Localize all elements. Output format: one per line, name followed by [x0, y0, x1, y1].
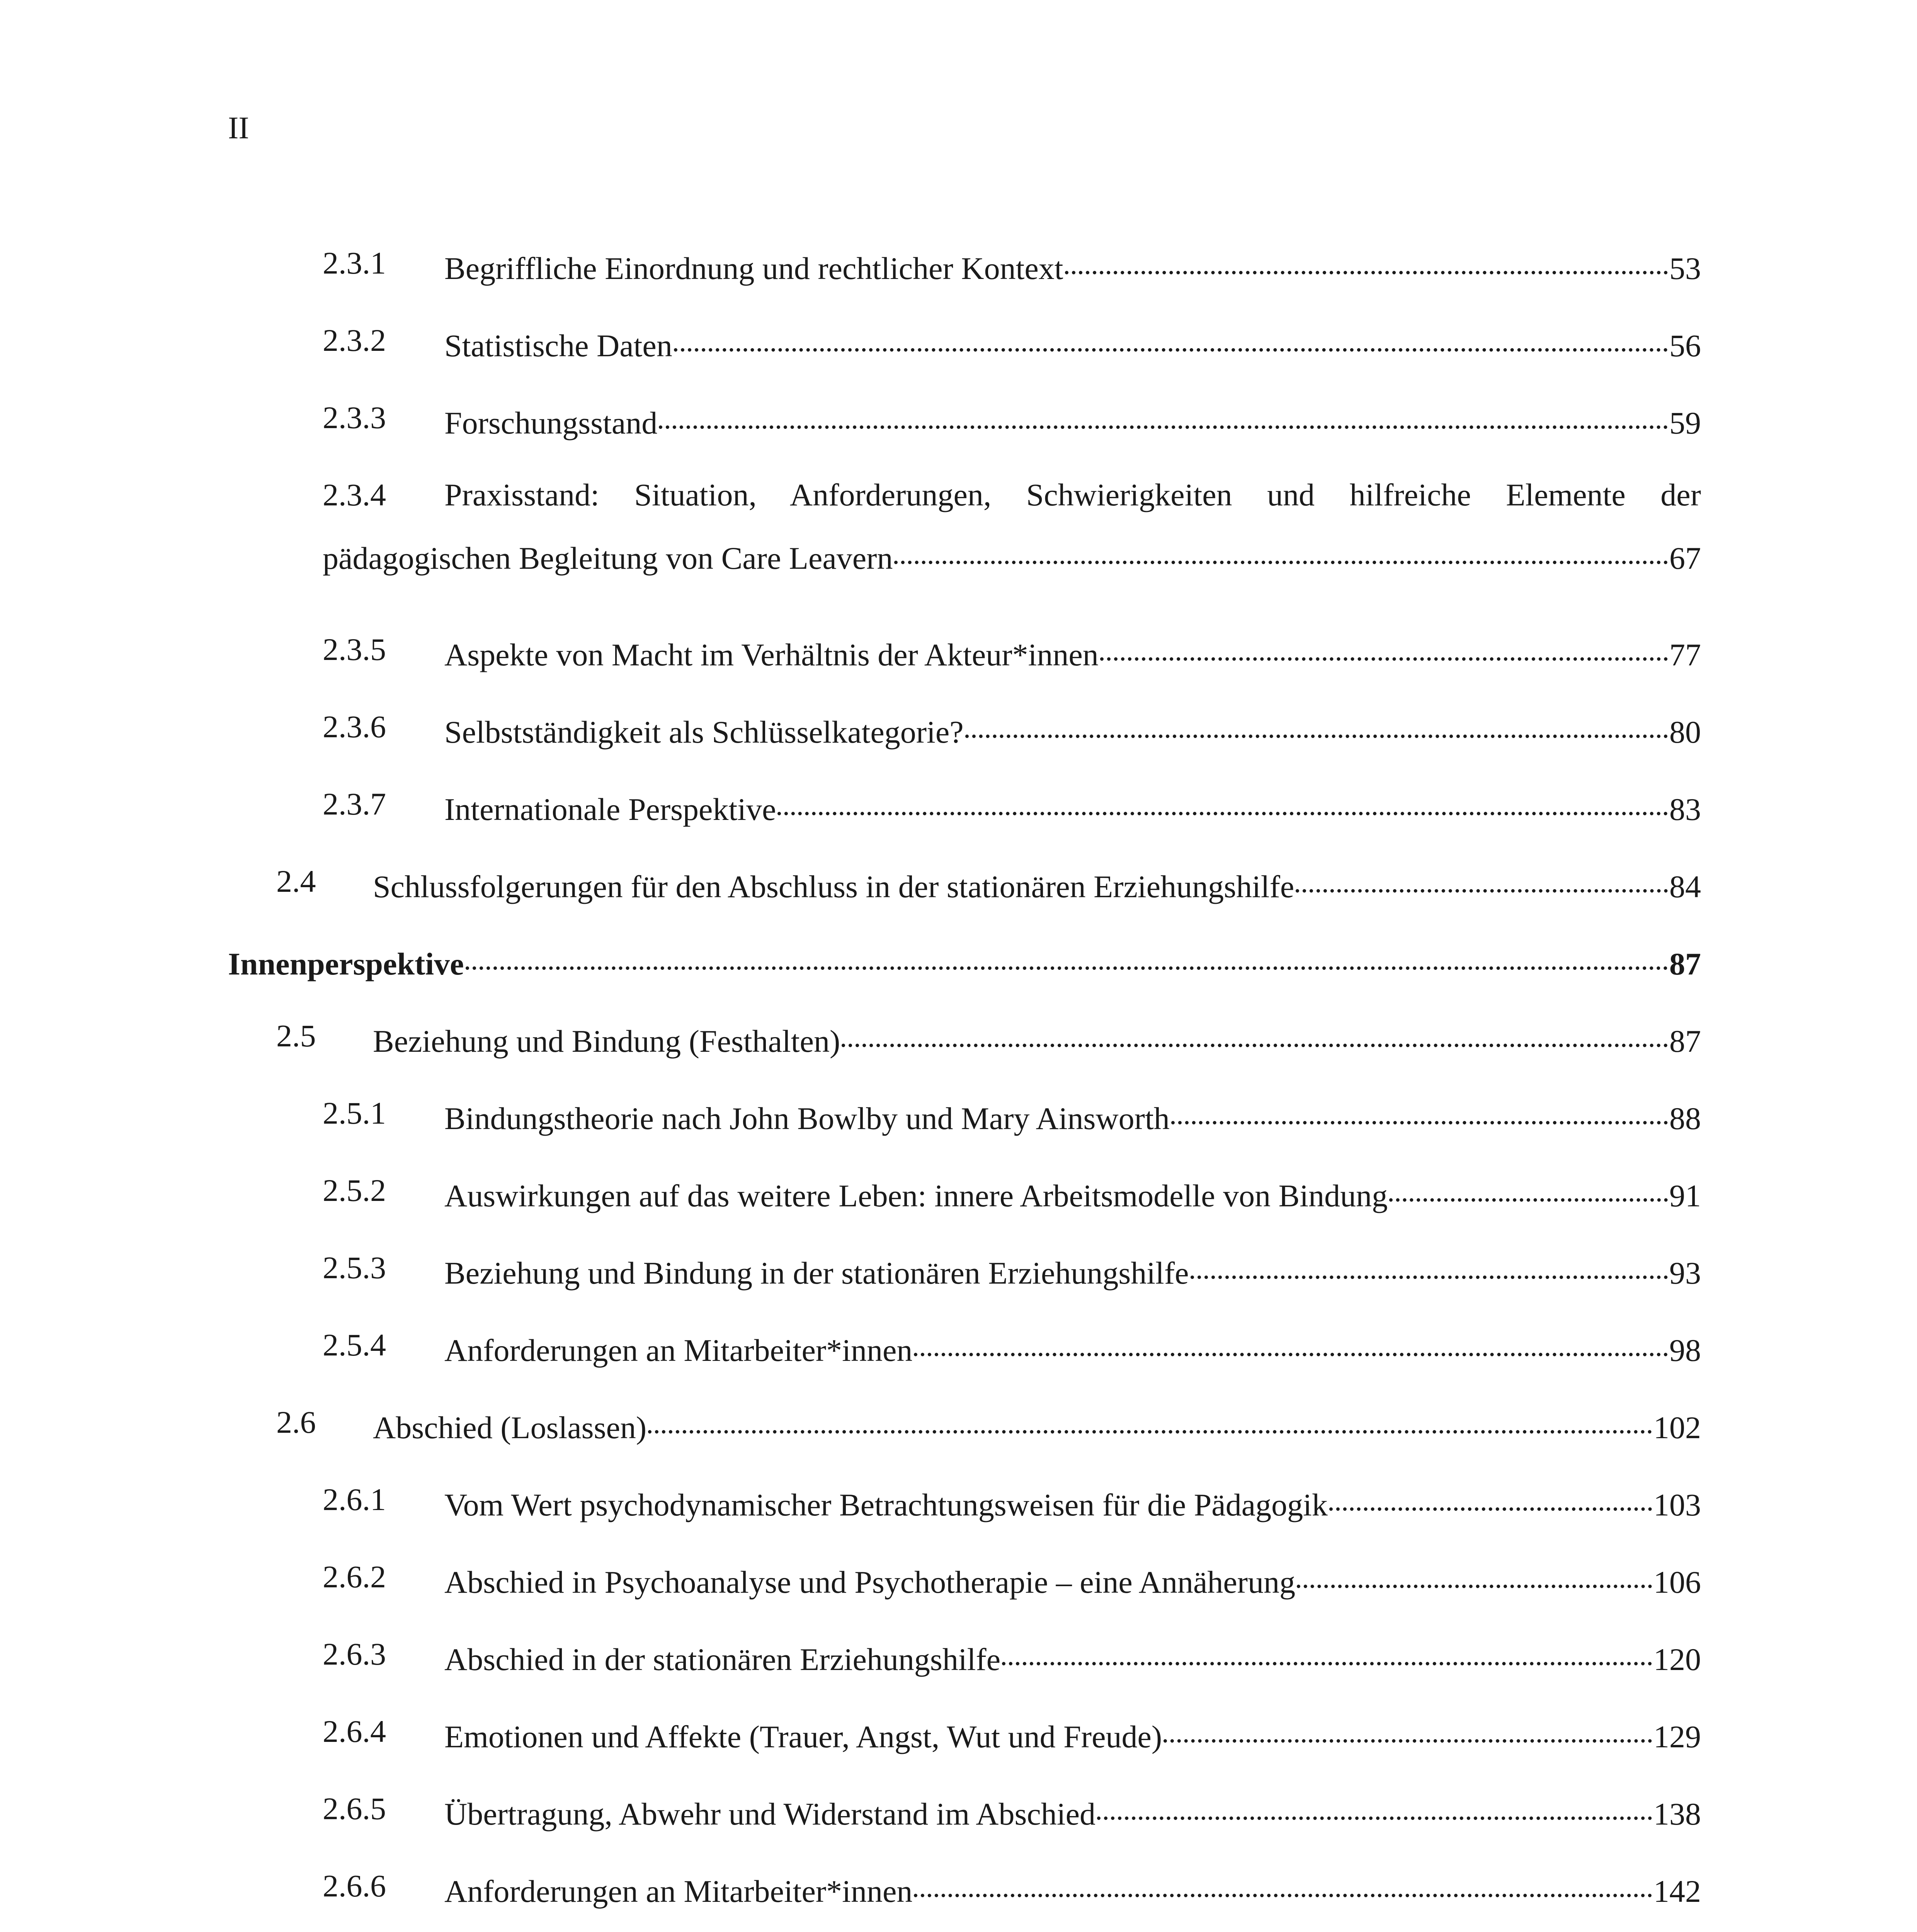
dot-leader [1002, 1638, 1652, 1670]
toc-entry-page: 129 [1653, 1719, 1701, 1754]
toc-entry-2-5-1[interactable] [228, 1097, 1701, 1136]
toc-entry-number: 2.6.6 [323, 1868, 386, 1903]
toc-entry-2-6-6[interactable] [228, 1870, 1701, 1909]
dot-leader [1065, 247, 1668, 279]
toc-entry-2-5-4[interactable] [228, 1329, 1701, 1368]
dot-leader [466, 943, 1668, 975]
dot-leader [1191, 1252, 1668, 1284]
toc-entry-2-6-1[interactable] [228, 1484, 1701, 1522]
toc-entry-title-line1: Praxisstand: Situation, Anforderungen, Schwierigkeiten und hilfreiche Elemente der [444, 477, 1701, 512]
dot-leader [1100, 634, 1668, 665]
toc-entry-page: 142 [1653, 1874, 1701, 1909]
toc-entry-title: Innenperspektive [228, 946, 464, 981]
dot-leader [777, 788, 1668, 820]
toc-entry-number: 2.3.2 [323, 323, 386, 358]
toc-entry-page: 98 [1669, 1333, 1701, 1368]
dot-leader [659, 402, 1668, 434]
toc-entry-2-3-3[interactable] [228, 402, 1701, 440]
toc-entry-title: Vom Wert psychodynamischer Betrachtungsweisen für die Pädagogik [444, 1487, 1328, 1522]
toc-entry-page: 138 [1653, 1796, 1701, 1832]
dot-leader [1296, 866, 1668, 897]
dot-leader [894, 537, 1668, 569]
toc-entry-number: 2.5.2 [323, 1173, 386, 1208]
toc-entry-2-6-2[interactable] [228, 1561, 1701, 1600]
toc-entry-innenperspektive[interactable] [228, 943, 1701, 981]
toc-entry-2-3-4[interactable] [228, 479, 1701, 595]
toc-entry-page: 103 [1653, 1487, 1701, 1522]
toc-entry-number: 2.3.5 [323, 632, 386, 667]
dot-leader [648, 1406, 1652, 1438]
toc-entry-title: Beziehung und Bindung in der stationären Erziehungshilfe [444, 1255, 1189, 1291]
toc-entry-page: 93 [1669, 1255, 1701, 1291]
toc-entry-number: 2.3.3 [323, 400, 386, 435]
toc-entry-title: Abschied in Psychoanalyse und Psychotherapie – eine Annäherung [444, 1565, 1296, 1600]
toc-entry-2-3-6[interactable] [228, 711, 1701, 750]
toc-entry-number: 2.6.2 [323, 1559, 386, 1594]
toc-entry-title: Bindungstheorie nach John Bowlby und Mary Ainsworth [444, 1101, 1170, 1136]
toc-entry-number: 2.6.3 [323, 1636, 386, 1672]
toc-entry-title: Emotionen und Affekte (Trauer, Angst, Wut und Freude) [444, 1719, 1162, 1754]
toc-entry-number: 2.5.4 [323, 1327, 386, 1362]
toc-entry-number: 2.6.4 [323, 1714, 386, 1749]
dot-leader [1389, 1175, 1668, 1206]
dot-leader [914, 1870, 1652, 1902]
toc-entry-number: 2.6 [276, 1405, 316, 1440]
dot-leader [674, 325, 1668, 356]
toc-entry-title: Abschied (Loslassen) [373, 1410, 647, 1445]
toc-entry-page: 53 [1669, 251, 1701, 286]
table-of-contents [228, 247, 1701, 1932]
toc-entry-title: Anforderungen an Mitarbeiter*innen [444, 1874, 913, 1909]
toc-entry-title: Anforderungen an Mitarbeiter*innen [444, 1333, 913, 1368]
toc-entry-title: Begriffliche Einordnung und rechtlicher Kontext [444, 251, 1063, 286]
toc-entry-page: 84 [1669, 869, 1701, 904]
toc-entry-page: 83 [1669, 792, 1701, 827]
dot-leader [1297, 1561, 1652, 1593]
toc-entry-2-3-7[interactable] [228, 788, 1701, 827]
toc-entry-title: Aspekte von Macht im Verhältnis der Akteur*innen [444, 637, 1099, 672]
toc-entry-number: 2.3.6 [323, 709, 386, 744]
toc-entry-page: 77 [1669, 637, 1701, 672]
toc-entry-title: pädagogischen Begleitung von Care Leavern [323, 541, 893, 576]
toc-entry-2-3-5[interactable] [228, 634, 1701, 672]
dot-leader [1171, 1097, 1668, 1129]
toc-entry-page: 59 [1669, 405, 1701, 440]
toc-entry-number: 2.5.1 [323, 1095, 386, 1131]
page-number: II [228, 110, 249, 145]
dot-leader [1097, 1793, 1652, 1825]
toc-entry-page: 91 [1669, 1178, 1701, 1213]
toc-entry-title: Übertragung, Abwehr und Widerstand im Abschied [444, 1796, 1095, 1832]
toc-entry-page: 67 [1669, 541, 1701, 576]
dot-leader [965, 711, 1668, 743]
toc-entry-2-6-3[interactable] [228, 1638, 1701, 1677]
toc-entry-page: 120 [1653, 1642, 1701, 1677]
toc-entry-title: Abschied in der stationären Erziehungshilfe [444, 1642, 1001, 1677]
toc-entry-2-6-5[interactable] [228, 1793, 1701, 1832]
toc-entry-number: 2.5.3 [323, 1250, 386, 1285]
toc-entry-2-5[interactable] [228, 1020, 1701, 1059]
toc-entry-2-6-4[interactable] [228, 1716, 1701, 1754]
toc-entry-page: 102 [1653, 1410, 1701, 1445]
toc-entry-title: Schlussfolgerungen für den Abschluss in der stationären Erziehungshilfe [373, 869, 1294, 904]
toc-entry-title: Statistische Daten [444, 328, 672, 363]
toc-entry-page: 88 [1669, 1101, 1701, 1136]
toc-entry-title: Auswirkungen auf das weitere Leben: innere Arbeitsmodelle von Bindung [444, 1178, 1388, 1213]
toc-entry-2-5-3[interactable] [228, 1252, 1701, 1291]
toc-entry-page: 87 [1669, 1024, 1701, 1059]
toc-entry-number: 2.3.4 [323, 477, 386, 512]
toc-entry-title: Internationale Perspektive [444, 792, 776, 827]
dot-leader [914, 1329, 1668, 1361]
toc-entry-2-6[interactable] [228, 1406, 1701, 1445]
toc-entry-title: Beziehung und Bindung (Festhalten) [373, 1024, 840, 1059]
toc-entry-number: 2.3.7 [323, 786, 386, 821]
toc-entry-title: Selbstständigkeit als Schlüsselkategorie? [444, 714, 964, 750]
toc-entry-number: 2.3.1 [323, 245, 386, 281]
toc-entry-page: 87 [1669, 946, 1701, 981]
toc-entry-2-5-2[interactable] [228, 1175, 1701, 1213]
dot-leader [1163, 1716, 1652, 1747]
dot-leader [842, 1020, 1668, 1052]
toc-entry-number: 2.6.5 [323, 1791, 386, 1826]
toc-entry-title: Forschungsstand [444, 405, 658, 440]
toc-entry-2-4[interactable] [228, 866, 1701, 904]
toc-entry-page: 80 [1669, 714, 1701, 750]
toc-entry-page: 56 [1669, 328, 1701, 363]
toc-entry-number: 2.6.1 [323, 1482, 386, 1517]
toc-entry-number: 2.5 [276, 1018, 316, 1053]
toc-entry-2-3-1[interactable] [228, 247, 1701, 286]
toc-entry-page: 106 [1653, 1565, 1701, 1600]
toc-entry-2-3-2[interactable] [228, 325, 1701, 363]
dot-leader [1329, 1484, 1652, 1515]
toc-entry-number: 2.4 [276, 864, 316, 899]
